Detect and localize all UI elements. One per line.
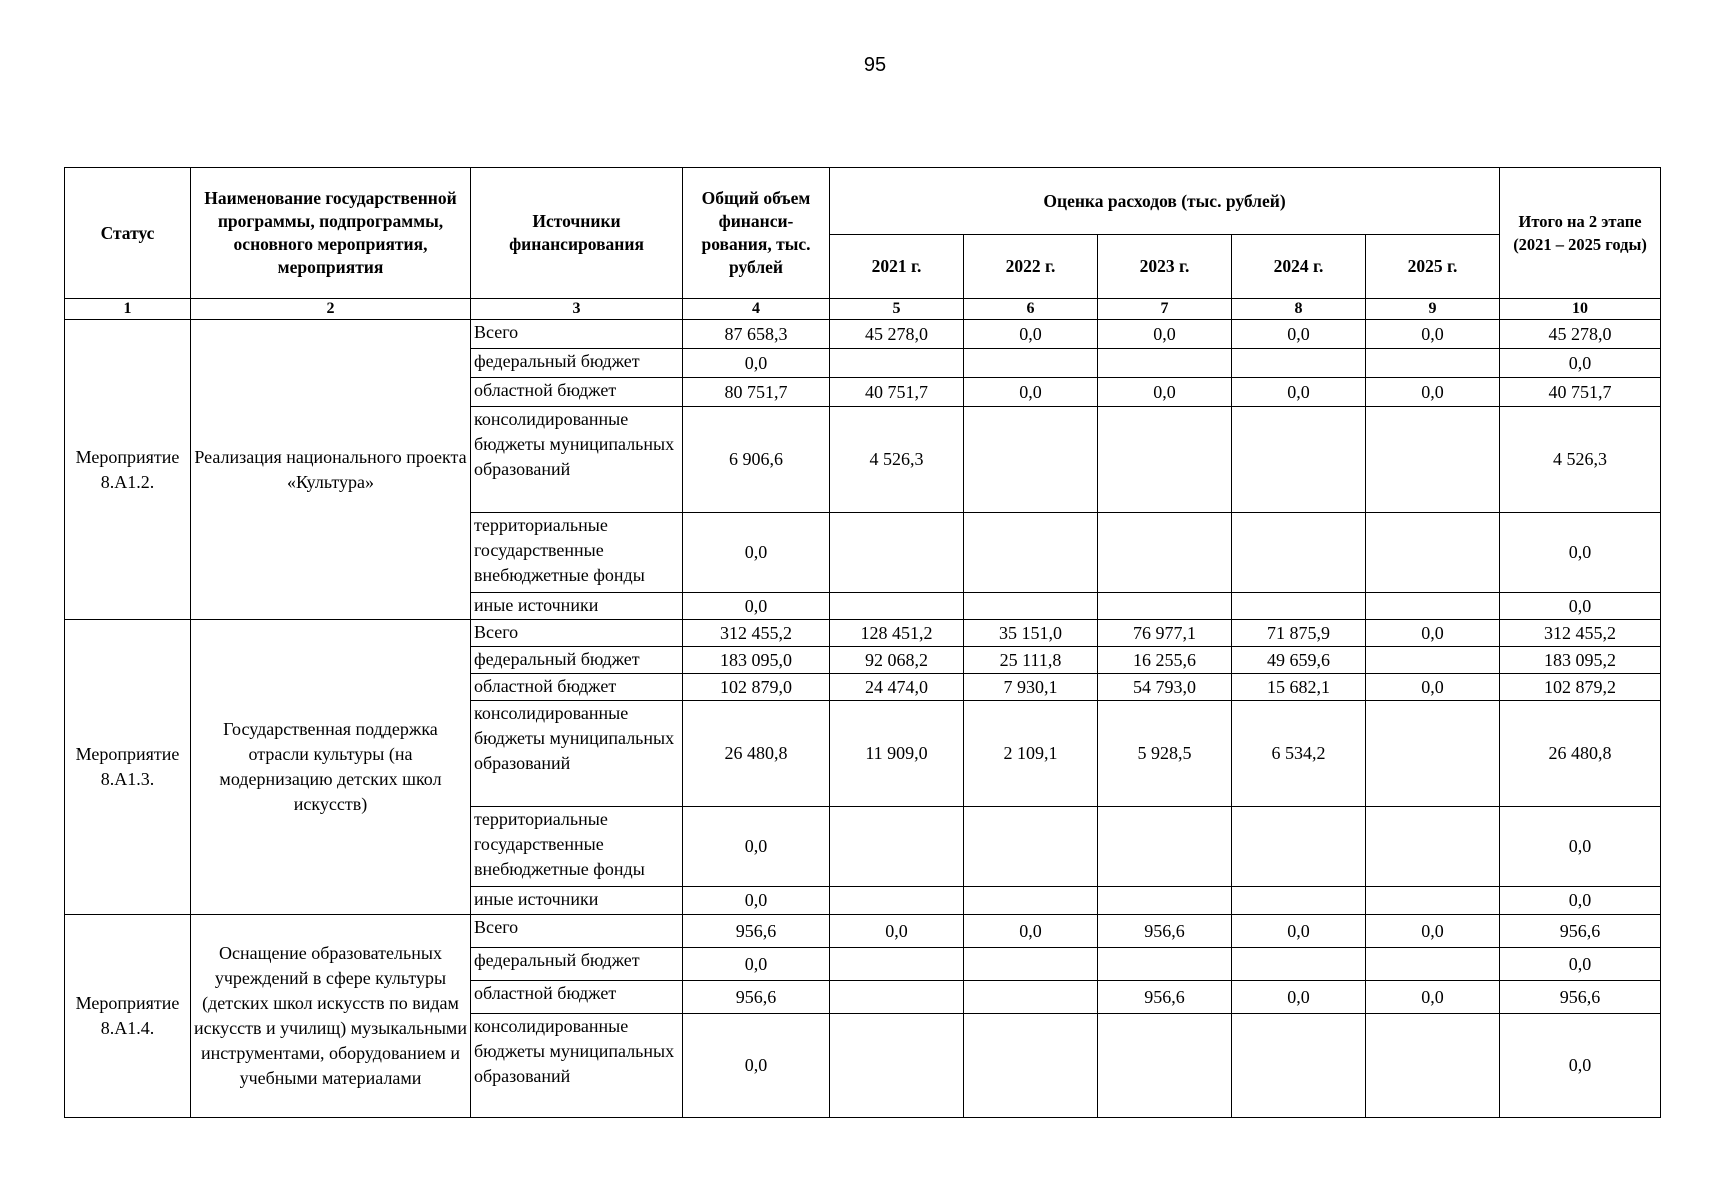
source-cell: федеральный бюджет: [471, 647, 683, 674]
year-2022-cell: [964, 349, 1098, 378]
year-2021-cell: [830, 513, 964, 593]
source-cell: областной бюджет: [471, 378, 683, 407]
stage-total-cell: 0,0: [1500, 948, 1661, 981]
stage-total-cell: 26 480,8: [1500, 701, 1661, 807]
header-year-2021: 2021 г.: [830, 235, 964, 299]
year-2023-cell: 0,0: [1098, 320, 1232, 349]
year-2022-cell: [964, 887, 1098, 915]
column-number: 8: [1232, 299, 1366, 320]
year-2022-cell: [964, 593, 1098, 620]
stage-total-cell: 40 751,7: [1500, 378, 1661, 407]
year-2025-cell: [1366, 807, 1500, 887]
year-2025-cell: [1366, 887, 1500, 915]
year-2021-cell: [830, 807, 964, 887]
stage-total-cell: 956,6: [1500, 915, 1661, 948]
year-2023-cell: [1098, 407, 1232, 513]
table-header: [65, 168, 1661, 320]
total-cell: 0,0: [683, 948, 830, 981]
total-cell: 0,0: [683, 1014, 830, 1118]
year-2021-cell: 40 751,7: [830, 378, 964, 407]
stage-total-cell: 0,0: [1500, 593, 1661, 620]
total-cell: 956,6: [683, 981, 830, 1014]
year-2021-cell: [830, 1014, 964, 1118]
table-row: [65, 320, 1661, 349]
header-estimate: Оценка расходов (тыс. рублей): [830, 168, 1500, 235]
source-cell: Всего: [471, 320, 683, 349]
year-2022-cell: 0,0: [964, 320, 1098, 349]
total-cell: 312 455,2: [683, 620, 830, 647]
year-2021-cell: [830, 948, 964, 981]
year-2023-cell: 54 793,0: [1098, 674, 1232, 701]
year-2025-cell: 0,0: [1366, 915, 1500, 948]
status-cell: Мероприятие 8.А1.2.: [65, 320, 191, 620]
stage-total-cell: 183 095,2: [1500, 647, 1661, 674]
total-cell: 80 751,7: [683, 378, 830, 407]
total-cell: 87 658,3: [683, 320, 830, 349]
measure-name-cell: Оснащение образовательных учреждений в сфере культуры (детских школ искусств по видам искусств и училищ) музыкальными инструментами, оборудованием и учебными материалами: [191, 915, 471, 1118]
year-2024-cell: [1232, 593, 1366, 620]
source-cell: территориальные государственные внебюджетные фонды: [471, 513, 683, 593]
total-cell: 0,0: [683, 887, 830, 915]
column-number: 10: [1500, 299, 1661, 320]
source-cell: консолидированные бюджеты муниципальных образований: [471, 407, 683, 513]
year-2023-cell: [1098, 593, 1232, 620]
year-2022-cell: [964, 981, 1098, 1014]
source-cell: федеральный бюджет: [471, 349, 683, 378]
header-year-2024: 2024 г.: [1232, 235, 1366, 299]
stage-total-cell: 4 526,3: [1500, 407, 1661, 513]
source-cell: консолидированные бюджеты муниципальных образований: [471, 1014, 683, 1118]
year-2024-cell: [1232, 1014, 1366, 1118]
year-2023-cell: [1098, 349, 1232, 378]
year-2021-cell: [830, 981, 964, 1014]
header-stage-total: Итого на 2 этапе (2021 – 2025 годы): [1500, 168, 1661, 299]
column-number: 2: [191, 299, 471, 320]
year-2025-cell: [1366, 1014, 1500, 1118]
year-2023-cell: [1098, 513, 1232, 593]
year-2023-cell: 0,0: [1098, 378, 1232, 407]
year-2024-cell: [1232, 948, 1366, 981]
year-2021-cell: 4 526,3: [830, 407, 964, 513]
header-year-2023: 2023 г.: [1098, 235, 1232, 299]
year-2025-cell: 0,0: [1366, 320, 1500, 349]
source-cell: Всего: [471, 915, 683, 948]
year-2021-cell: 45 278,0: [830, 320, 964, 349]
financing-table: [64, 167, 1661, 1118]
year-2021-cell: 0,0: [830, 915, 964, 948]
source-cell: областной бюджет: [471, 674, 683, 701]
column-number: 9: [1366, 299, 1500, 320]
stage-total-cell: 0,0: [1500, 1014, 1661, 1118]
year-2024-cell: 49 659,6: [1232, 647, 1366, 674]
year-2024-cell: 0,0: [1232, 320, 1366, 349]
stage-total-cell: 102 879,2: [1500, 674, 1661, 701]
total-cell: 183 095,0: [683, 647, 830, 674]
source-cell: Всего: [471, 620, 683, 647]
year-2022-cell: [964, 407, 1098, 513]
year-2021-cell: [830, 349, 964, 378]
year-2022-cell: 0,0: [964, 915, 1098, 948]
header-total: Общий объем финанси-рования, тыс. рублей: [683, 168, 830, 299]
year-2025-cell: [1366, 948, 1500, 981]
year-2022-cell: 2 109,1: [964, 701, 1098, 807]
total-cell: 0,0: [683, 349, 830, 378]
header-name: Наименование государственной программы, подпрограммы, основного мероприятия, мероприятия: [191, 168, 471, 299]
group-8-a1-3: [65, 620, 1661, 915]
year-2023-cell: 956,6: [1098, 915, 1232, 948]
table-row: [65, 620, 1661, 647]
column-number: 6: [964, 299, 1098, 320]
page-number: 95: [863, 54, 887, 76]
group-8-a1-4: [65, 915, 1661, 1118]
year-2023-cell: [1098, 887, 1232, 915]
stage-total-cell: 956,6: [1500, 981, 1661, 1014]
year-2022-cell: 7 930,1: [964, 674, 1098, 701]
year-2025-cell: [1366, 701, 1500, 807]
stage-total-cell: 312 455,2: [1500, 620, 1661, 647]
column-number: 3: [471, 299, 683, 320]
year-2024-cell: [1232, 349, 1366, 378]
status-cell: Мероприятие 8.А1.4.: [65, 915, 191, 1118]
year-2021-cell: [830, 887, 964, 915]
header-sources: Источники финансирования: [471, 168, 683, 299]
measure-name-cell: Государственная поддержка отрасли культуры (на модернизацию детских школ искусств): [191, 620, 471, 915]
year-2022-cell: 0,0: [964, 378, 1098, 407]
year-2024-cell: [1232, 407, 1366, 513]
year-2024-cell: 71 875,9: [1232, 620, 1366, 647]
year-2024-cell: [1232, 887, 1366, 915]
year-2025-cell: 0,0: [1366, 620, 1500, 647]
year-2023-cell: [1098, 807, 1232, 887]
year-2022-cell: 25 111,8: [964, 647, 1098, 674]
measure-name-cell: Реализация национального проекта «Культура»: [191, 320, 471, 620]
stage-total-cell: 45 278,0: [1500, 320, 1661, 349]
group-8-a1-2: [65, 320, 1661, 620]
year-2022-cell: [964, 513, 1098, 593]
year-2023-cell: [1098, 948, 1232, 981]
year-2021-cell: 24 474,0: [830, 674, 964, 701]
year-2021-cell: [830, 593, 964, 620]
stage-total-cell: 0,0: [1500, 807, 1661, 887]
year-2025-cell: 0,0: [1366, 981, 1500, 1014]
stage-total-cell: 0,0: [1500, 349, 1661, 378]
status-cell: Мероприятие 8.А1.3.: [65, 620, 191, 915]
column-number: 5: [830, 299, 964, 320]
column-number: 7: [1098, 299, 1232, 320]
source-cell: иные источники: [471, 887, 683, 915]
stage-total-cell: 0,0: [1500, 887, 1661, 915]
year-2024-cell: 6 534,2: [1232, 701, 1366, 807]
year-2022-cell: [964, 948, 1098, 981]
column-number: 1: [65, 299, 191, 320]
total-cell: 956,6: [683, 915, 830, 948]
year-2025-cell: [1366, 513, 1500, 593]
year-2025-cell: 0,0: [1366, 378, 1500, 407]
header-year-2025: 2025 г.: [1366, 235, 1500, 299]
source-cell: иные источники: [471, 593, 683, 620]
year-2025-cell: [1366, 407, 1500, 513]
stage-total-cell: 0,0: [1500, 513, 1661, 593]
total-cell: 102 879,0: [683, 674, 830, 701]
year-2023-cell: 76 977,1: [1098, 620, 1232, 647]
year-2024-cell: 0,0: [1232, 915, 1366, 948]
year-2023-cell: 16 255,6: [1098, 647, 1232, 674]
column-number: 4: [683, 299, 830, 320]
year-2023-cell: 5 928,5: [1098, 701, 1232, 807]
year-2024-cell: 0,0: [1232, 378, 1366, 407]
year-2024-cell: 0,0: [1232, 981, 1366, 1014]
year-2024-cell: [1232, 513, 1366, 593]
year-2025-cell: [1366, 647, 1500, 674]
source-cell: федеральный бюджет: [471, 948, 683, 981]
year-2021-cell: 128 451,2: [830, 620, 964, 647]
total-cell: 0,0: [683, 807, 830, 887]
column-number-row: [65, 299, 1661, 320]
header-status: Статус: [65, 168, 191, 299]
year-2022-cell: [964, 1014, 1098, 1118]
year-2024-cell: [1232, 807, 1366, 887]
year-2021-cell: 92 068,2: [830, 647, 964, 674]
source-cell: консолидированные бюджеты муниципальных образований: [471, 701, 683, 807]
year-2022-cell: [964, 807, 1098, 887]
source-cell: областной бюджет: [471, 981, 683, 1014]
year-2025-cell: [1366, 349, 1500, 378]
total-cell: 0,0: [683, 593, 830, 620]
year-2021-cell: 11 909,0: [830, 701, 964, 807]
year-2023-cell: [1098, 1014, 1232, 1118]
total-cell: 6 906,6: [683, 407, 830, 513]
total-cell: 0,0: [683, 513, 830, 593]
year-2022-cell: 35 151,0: [964, 620, 1098, 647]
table-row: [65, 915, 1661, 948]
year-2025-cell: 0,0: [1366, 674, 1500, 701]
header-year-2022: 2022 г.: [964, 235, 1098, 299]
year-2025-cell: [1366, 593, 1500, 620]
year-2024-cell: 15 682,1: [1232, 674, 1366, 701]
year-2023-cell: 956,6: [1098, 981, 1232, 1014]
source-cell: территориальные государственные внебюджетные фонды: [471, 807, 683, 887]
total-cell: 26 480,8: [683, 701, 830, 807]
